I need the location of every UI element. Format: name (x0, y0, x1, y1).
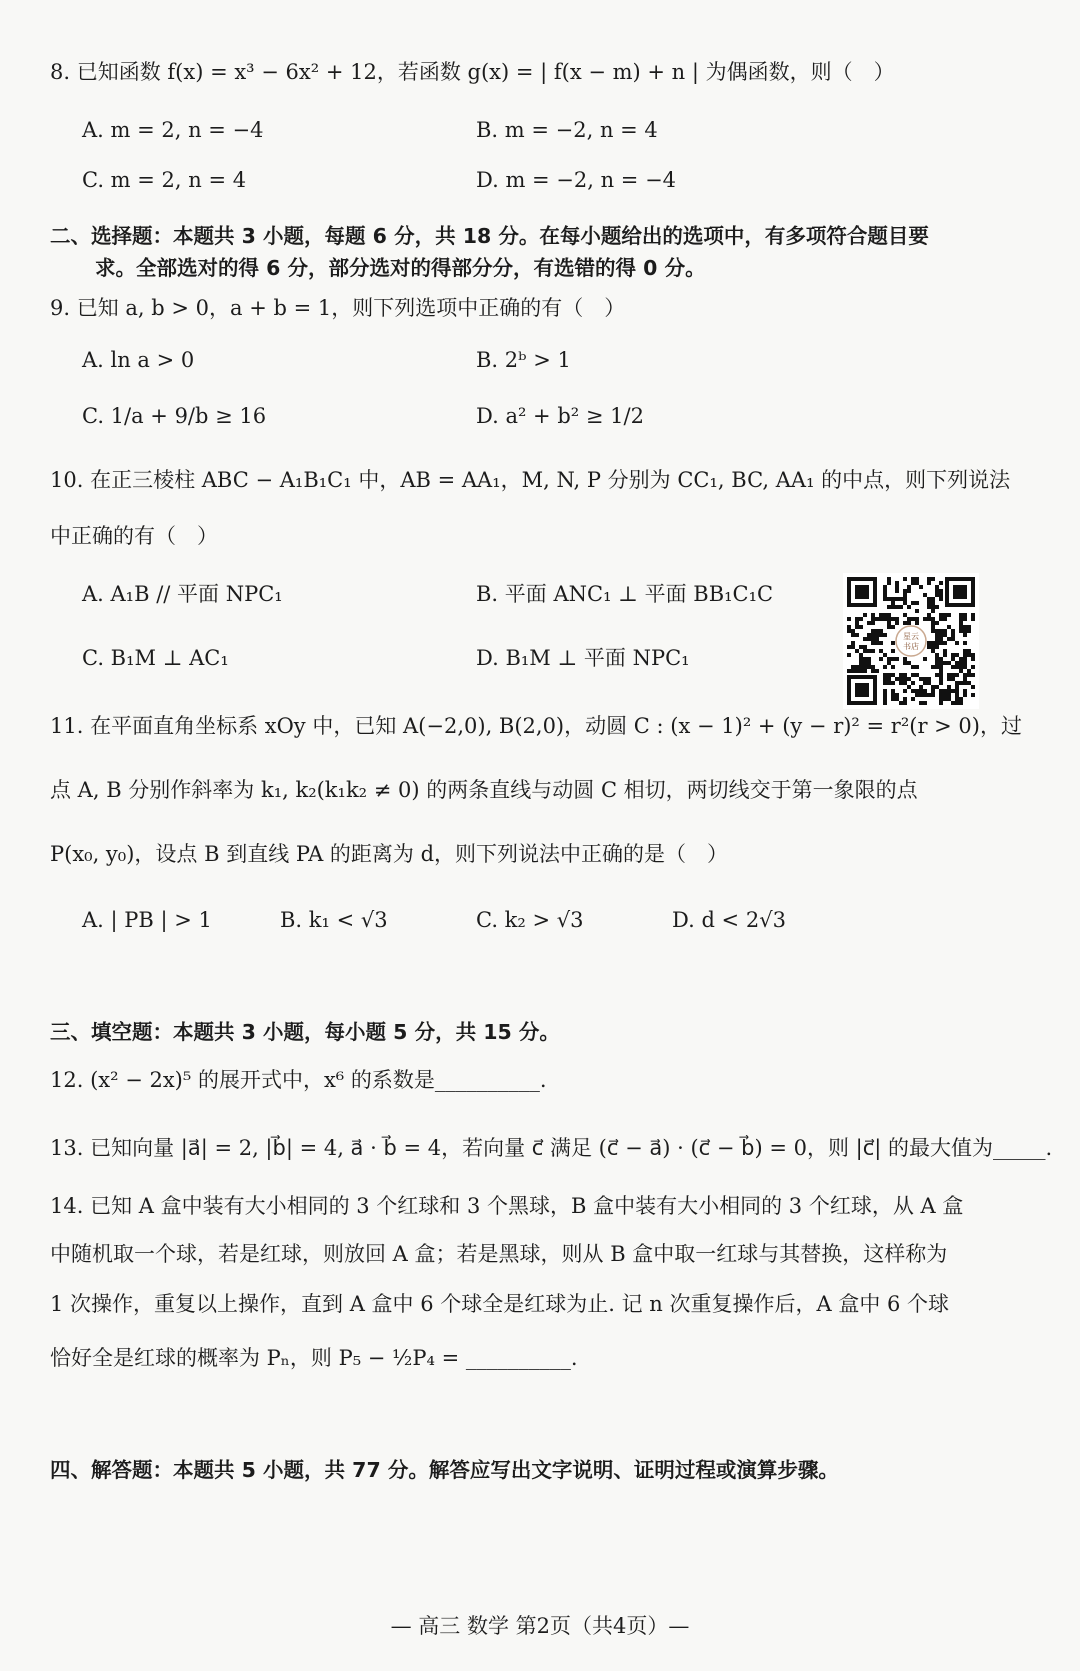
section3-title: 三、填空题：本题共 3 小题，每小题 5 分，共 15 分。 (50, 1020, 560, 1044)
q10-option-b: B. 平面 ANC₁ ⊥ 平面 BB₁C₁C (476, 582, 774, 606)
q10-option-d: D. B₁M ⊥ 平面 NPC₁ (476, 646, 690, 670)
q14-line3: 1 次操作，重复以上操作，直到 A 盒中 6 个球全是红球为止. 记 n 次重复操作后，A 盒中 6 个球 (50, 1292, 950, 1316)
q13-text: 13. 已知向量 |a⃗| = 2, |b⃗| = 4, a⃗ · b⃗ = 4，若向量 c⃗ 满足 (c⃗ − a⃗) · (c⃗ − b⃗) = 0，则 |c⃗| 的最大值为_____. (50, 1136, 1053, 1160)
q11-option-b: B. k₁ < √3 (280, 908, 388, 932)
q8-stem: 8. 已知函数 f(x) = x³ − 6x² + 12，若函数 g(x) = | f(x − m) + n | 为偶函数，则（ ） (50, 60, 895, 84)
q14-line1: 14. 已知 A 盒中装有大小相同的 3 个红球和 3 个黑球，B 盒中装有大小相同的 3 个红球，从 A 盒 (50, 1194, 964, 1218)
q8-option-a: A. m = 2, n = −4 (82, 118, 264, 142)
qr-code-icon (843, 573, 979, 709)
section4-title: 四、解答题：本题共 5 小题，共 77 分。解答应写出文字说明、证明过程或演算步骤。 (50, 1458, 839, 1482)
q8-option-b: B. m = −2, n = 4 (476, 118, 658, 142)
q14-line4: 恰好全是红球的概率为 Pₙ，则 P₅ − ½P₄ = __________. (50, 1346, 578, 1370)
q11-option-c: C. k₂ > √3 (476, 908, 584, 932)
q11-line1: 11. 在平面直角坐标系 xOy 中，已知 A(−2,0), B(2,0)，动圆 C : (x − 1)² + (y − r)² = r²(r > 0)，过 (50, 714, 1022, 738)
q9-option-a: A. ln a > 0 (82, 348, 195, 372)
q9-option-c: C. 1/a + 9/b ≥ 16 (82, 404, 267, 428)
q11-option-d: D. d < 2√3 (672, 908, 786, 932)
section2-line1: 二、选择题：本题共 3 小题，每题 6 分，共 18 分。在每小题给出的选项中，有多项符合题目要 (50, 224, 929, 248)
q10-line1: 10. 在正三棱柱 ABC − A₁B₁C₁ 中，AB = AA₁，M, N, P 分别为 CC₁, BC, AA₁ 的中点，则下列说法 (50, 468, 1011, 492)
q11-line2: 点 A, B 分别作斜率为 k₁, k₂(k₁k₂ ≠ 0) 的两条直线与动圆 C 相切，两切线交于第一象限的点 (50, 778, 918, 802)
q9-option-d: D. a² + b² ≥ 1/2 (476, 404, 644, 428)
q10-option-a: A. A₁B // 平面 NPC₁ (82, 582, 283, 606)
q14-line2: 中随机取一个球，若是红球，则放回 A 盒；若是黑球，则从 B 盒中取一红球与其替换，这样称为 (50, 1242, 948, 1266)
q11-option-a: A. | PB | > 1 (82, 908, 212, 932)
q11-line3: P(x₀, y₀)，设点 B 到直线 PA 的距离为 d，则下列说法中正确的是（ ） (50, 842, 729, 866)
svg-text:书店: 书店 (903, 642, 919, 651)
qr-logo-text: 星云 (903, 632, 919, 641)
q8-option-c: C. m = 2, n = 4 (82, 168, 247, 192)
q10-option-c: C. B₁M ⊥ AC₁ (82, 646, 229, 670)
q8-option-d: D. m = −2, n = −4 (476, 168, 677, 192)
q12-text: 12. (x² − 2x)⁵ 的展开式中，x⁶ 的系数是__________. (50, 1068, 547, 1092)
q10-line2: 中正确的有（ ） (50, 524, 218, 548)
q9-stem: 9. 已知 a, b > 0，a + b = 1，则下列选项中正确的有（ ） (50, 296, 626, 320)
section2-line2: 求。全部选对的得 6 分，部分选对的得部分分，有选错的得 0 分。 (95, 256, 706, 280)
page-footer: — 高三 数学 第2页（共4页）— (390, 1614, 690, 1638)
q9-option-b: B. 2ᵇ > 1 (476, 348, 571, 372)
qr-code (843, 573, 979, 709)
